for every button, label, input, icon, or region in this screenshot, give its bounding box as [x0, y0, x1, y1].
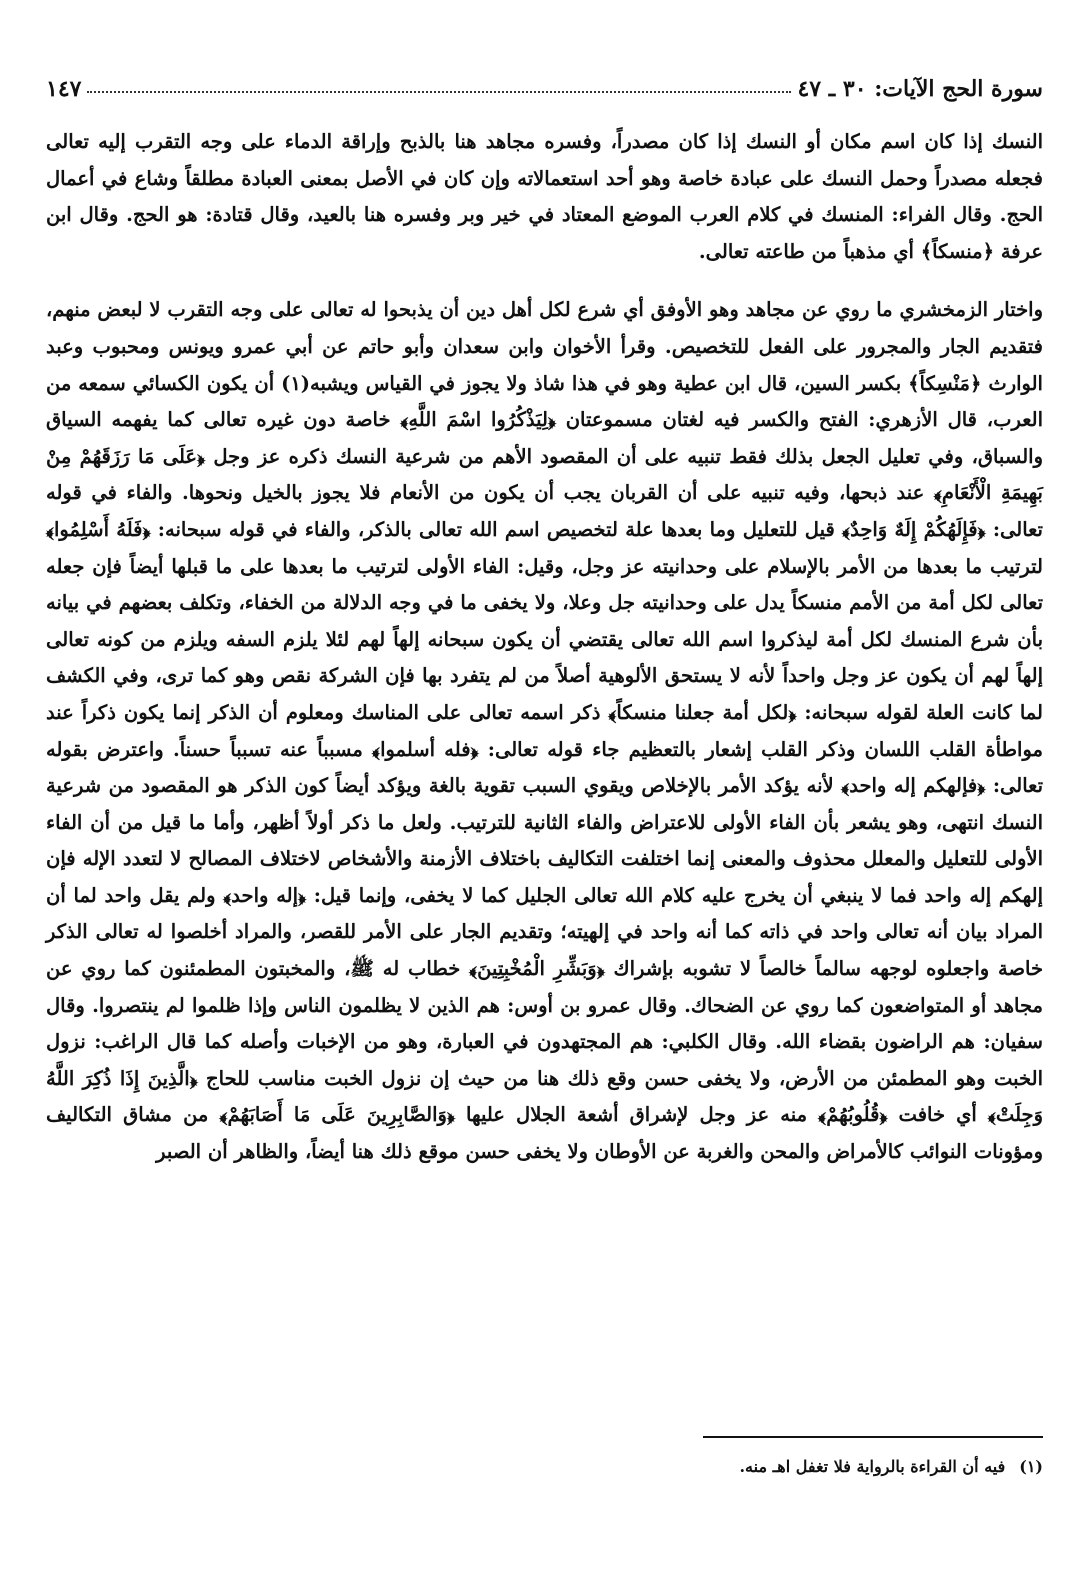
footnote-separator: [703, 1436, 1043, 1438]
paragraph-2: واختار الزمخشري ما روي عن مجاهد وهو الأوفق أي شرع لكل أهل دين أن يذبحوا له تعالى على وجه التقرب لا لبعض منهم، فتقديم الجار والمجرور على الفعل للتخصيص. وقرأ الأخوان وابن سعدان وأبو حاتم عن أبي عمرو ويونس ومحبوب وعبد الوارث ﴿مَنْسِكاً﴾ بكسر السين، قال ابن عطية وهو في هذا شاذ ولا يجوز في القياس ويشبه(١) أن يكون الكسائي سمعه من العرب، قال الأزهري: الفتح والكسر فيه لغتان مسموعتان ﴿لِيَذْكُرُوا اسْمَ اللَّهِ﴾ خاصة دون غيره تعالى كما يفهمه السياق والسباق، وفي تعليل الجعل بذلك فقط تنبيه على أن المقصود الأهم من شرعية النسك ذكره عز وجل ﴿عَلَى مَا رَزَقَهُمْ مِنْ بَهِيمَةِ الْأَنْعَامِ﴾ عند ذبحها، وفيه تنبيه على أن القربان يجب أن يكون من الأنعام فلا يجوز بالخيل ونحوها. والفاء في قوله تعالى: ﴿فَإِلَهُكُمْ إِلَهٌ وَاحِدٌ﴾ قيل للتعليل وما بعدها علة لتخصيص اسم الله تعالى بالذكر، والفاء في قوله سبحانه: ﴿فَلَهُ أَسْلِمُوا﴾ لترتيب ما بعدها من الأمر بالإسلام على وحدانيته عز وجل، وقيل: الفاء الأولى لترتيب ما بعدها على ما قبلها أيضاً فإن جعله تعالى لكل أمة من الأمم منسكاً يدل على وحدانيته جل وعلا، ولا يخفى ما في وجه الدلالة من الخفاء، وتكلف بعضهم في بيانه بأن شرع المنسك لكل أمة ليذكروا اسم الله تعالى يقتضي أن يكون سبحانه إلهاً لهم لئلا يلزم السفه ويلزم من كونه تعالى إلهاً لهم أن يكون عز وجل واحداً لأنه لا يستحق الألوهية أصلاً من لم يتفرد بها فإن الشركة نقص وهو كما ترى، وفي الكشف لما كانت العلة لقوله سبحانه: ﴿لكل أمة جعلنا منسكاً﴾ ذكر اسمه تعالى على المناسك ومعلوم أن الذكر إنما يكون ذكراً عند مواطأة القلب اللسان وذكر القلب إشعار بالتعظيم جاء قوله تعالى: ﴿فله أسلموا﴾ مسبباً عنه تسبباً حسناً. واعترض بقوله تعالى: ﴿فإلهكم إله واحد﴾ لأنه يؤكد الأمر بالإخلاص ويقوي السبب تقوية بالغة ويؤكد أيضاً كون الذكر هو المقصود من شرعية النسك انتهى، وهو يشعر بأن الفاء الأولى للاعتراض والفاء الثانية للترتيب. ولعل ما ذكر أولاً أظهر، وأما ما قيل من أن الفاء الأولى للتعليل والمعلل محذوف والمعنى إنما اختلفت التكاليف باختلاف الأزمنة والأشخاص لاختلاف المصالح لا لتعدد الإله فإن إلهكم إله واحد فما لا ينبغي أن يخرج عليه كلام الله تعالى الجليل كما لا يخفى، وإنما قيل: ﴿إله واحد﴾ ولم يقل واحد لما أن المراد بيان أنه تعالى واحد في ذاته كما أنه واحد في إلهيته؛ وتقديم الجار على الأمر للقصر، والمراد أخلصوا له تعالى الذكر خاصة واجعلوه لوجهه سالماً خالصاً لا تشوبه بإشراك ﴿وَبَشِّرِ الْمُخْبِتِينَ﴾ خطاب له ﷺ، والمخبتون المطمئنون كما روي عن مجاهد أو المتواضعون كما روي عن الضحاك. وقال عمرو بن أوس: هم الذين لا يظلمون الناس وإذا ظلموا لم ينتصروا. وقال سفيان: هم الراضون بقضاء الله. وقال الكلبي: هم المجتهدون في العبارة، وهو من الإخبات وأصله كما قال الراغب: نزول الخبت وهو المطمئن من الأرض، ولا يخفى حسن وقع ذلك هنا من حيث إن نزول الخبت مناسب للحاج ﴿الَّذِينَ إِذَا ذُكِرَ اللَّهُ وَجِلَتْ﴾ أي خافت ﴿قُلُوبُهُمْ﴾ منه عز وجل لإشراق أشعة الجلال عليها ﴿وَالصَّابِرِينَ عَلَى مَا أَصَابَهُمْ﴾ من مشاق التكاليف ومؤونات النوائب كالأمراض والمحن والغربة عن الأوطان ولا يخفى حسن موقع ذلك هنا أيضاً، والظاهر أن الصبر: [46, 298, 1043, 1164]
body-text: [46, 124, 1043, 1171]
page-header: [46, 58, 1043, 102]
header-leader-dots: [87, 90, 791, 93]
footnote-text: فيه أن القراءة بالرواية فلا تغفل اهـ منه.: [739, 1457, 1006, 1476]
paragraph-1: النسك إذا كان اسم مكان أو النسك إذا كان مصدراً، وفسره مجاهد هنا بالذبح وإراقة الدماء على وجه التقرب إليه تعالى فجعله مصدراً وحمل النسك على عبادة خاصة وهو أحد استعمالاته وإن كان في الأصل بمعنى العبادة مطلقاً وشاع في أعمال الحج. وقال الفراء: المنسك في كلام العرب الموضع المعتاد في خير وبر وفسره هنا بالعيد، وقال قتادة: هو الحج. وقال ابن عرفة ﴿منسكاً﴾ أي مذهباً من طاعته تعالى.: [46, 130, 1043, 263]
page-number: ١٤٧: [46, 76, 82, 102]
running-title: سورة الحج الآيات: ٣٠ ـ ٤٧: [797, 76, 1043, 102]
footnote: [46, 1454, 1043, 1480]
footnote-number: (١): [1019, 1457, 1043, 1476]
